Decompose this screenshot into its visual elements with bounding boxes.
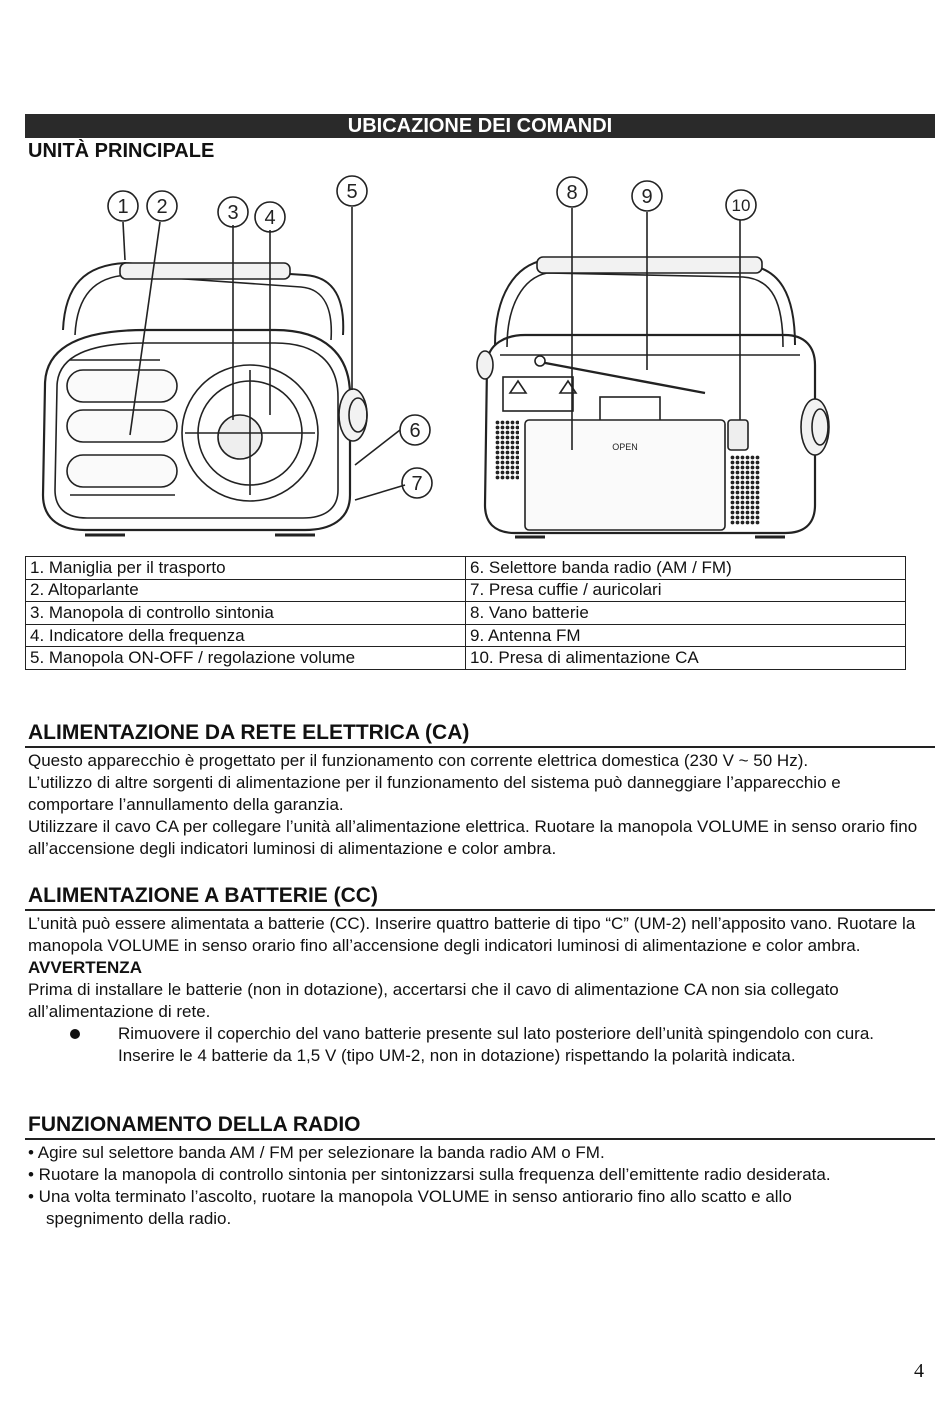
legend-cell: 9. Antenna FM: [466, 624, 906, 647]
bullet-text: Rimuovere il coperchio del vano batterie presente sul lato posteriore dell’unità spingendolo con cura. Inserire le 4 batterie da 1,5 V (tipo UM-2, non in dotazione) rispettando la polarità indicata.: [118, 1024, 875, 1065]
legend-cell: 10. Presa di alimentazione CA: [466, 647, 906, 670]
bullet-icon: [70, 1029, 80, 1039]
subtitle: UNITÀ PRINCIPALE: [28, 140, 215, 162]
page-number: 4: [914, 1360, 924, 1382]
callout-7: 7: [411, 473, 423, 495]
table-row: [26, 647, 906, 670]
callout-1: 1: [117, 196, 129, 218]
warning-text: Prima di installare le batterie (non in dotazione), accertarsi che il cavo di alimentazione CA non sia collegato all’alimentazione di rete.: [28, 980, 839, 1021]
list-item: • Agire sul selettore banda AM / FM per selezionare la banda radio AM o FM.: [28, 1143, 605, 1162]
open-label: OPEN: [612, 442, 638, 452]
list-item: [28, 1023, 928, 1067]
section-body-ac: [28, 750, 928, 860]
paragraph: L’unità può essere alimentata a batterie (CC). Inserire quattro batterie di tipo “C” (UM-2) nell’apposito vano. Ruotare la manopola VOLUME in senso orario fino all’accensione degli indicatori luminosi di alimentazione e color ambra.: [28, 914, 916, 955]
table-row: [26, 579, 906, 602]
list-item: • Ruotare la manopola di controllo sintonia per sintonizzarsi sulla frequenza dell’emittente radio desiderata.: [28, 1165, 831, 1184]
callout-3: 3: [227, 202, 239, 224]
section-heading-ac: ALIMENTAZIONE DA RETE ELETTRICA (CA): [25, 720, 935, 748]
legend-cell: 5. Manopola ON-OFF / regolazione volume: [26, 647, 466, 670]
legend-cell: 3. Manopola di controllo sintonia: [26, 602, 466, 625]
radio-illustration: [25, 165, 935, 555]
legend-cell: 2. Altoparlante: [26, 579, 466, 602]
table-row: [26, 557, 906, 580]
section-heading-dc: ALIMENTAZIONE A BATTERIE (CC): [25, 883, 935, 911]
list-item-continuation: spegnimento della radio.: [46, 1209, 232, 1228]
legend-cell: 7. Presa cuffie / auricolari: [466, 579, 906, 602]
section-banner: UBICAZIONE DEI COMANDI: [25, 114, 935, 138]
callout-8: 8: [566, 182, 578, 204]
list-item: • Una volta terminato l’ascolto, ruotare la manopola VOLUME in senso antiorario fino allo scatto e allo: [28, 1187, 792, 1206]
callout-4: 4: [264, 207, 276, 229]
paragraph: Questo apparecchio è progettato per il funzionamento con corrente elettrica domestica (230 V ~ 50 Hz).: [28, 751, 809, 770]
controls-legend-table: [25, 556, 906, 670]
callout-5: 5: [346, 181, 358, 203]
front-view-drawing: [43, 176, 432, 535]
section-body-dc: [28, 913, 928, 1067]
callout-10: 10: [731, 196, 751, 215]
paragraph: Utilizzare il cavo CA per collegare l’unità all’alimentazione elettrica. Ruotare la manopola VOLUME in senso orario fino all’accensione degli indicatori luminosi di alimentazione e color ambra.: [28, 817, 918, 858]
legend-cell: 1. Maniglia per il trasporto: [26, 557, 466, 580]
warning-title: AVVERTENZA: [28, 958, 142, 977]
section-heading-radio: FUNZIONAMENTO DELLA RADIO: [25, 1112, 935, 1140]
legend-cell: 6. Selettore banda radio (AM / FM): [466, 557, 906, 580]
section-body-radio: [28, 1142, 928, 1230]
callout-2: 2: [156, 196, 168, 218]
back-view-drawing: [477, 177, 829, 537]
callout-9: 9: [641, 186, 653, 208]
callout-6: 6: [409, 420, 421, 442]
legend-cell: 4. Indicatore della frequenza: [26, 624, 466, 647]
table-row: [26, 624, 906, 647]
paragraph: L’utilizzo di altre sorgenti di alimentazione per il funzionamento del sistema può danneggiare l’apparecchio e comportare l’annullamento della garanzia.: [28, 773, 841, 814]
legend-cell: 8. Vano batterie: [466, 602, 906, 625]
table-row: [26, 602, 906, 625]
